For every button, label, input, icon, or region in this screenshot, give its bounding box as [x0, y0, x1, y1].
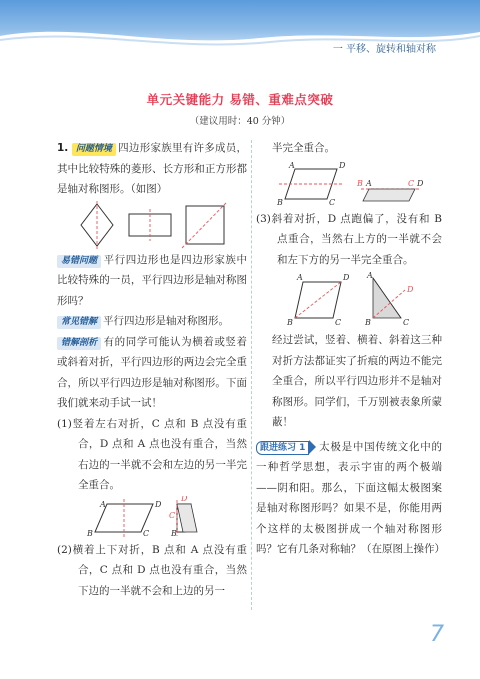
time-tip: （建议用时：40 分钟） [189, 116, 291, 127]
svg-text:A: A [297, 273, 303, 282]
svg-text:A: A [367, 271, 373, 280]
svg-text:A: A [366, 178, 372, 188]
page-number: 7 [430, 622, 444, 647]
svg-text:D: D [339, 160, 346, 170]
q1-question: 易错问题 平行四边形也是四边形家族中比较特殊的一员，平行四边形是轴对称图形吗？ [57, 253, 247, 307]
step-2-cont: 半完全重合。 [272, 142, 335, 154]
q1-wrong: 常见错解 平行四边形是轴对称图形。 [57, 311, 247, 332]
svg-text:C: C [408, 178, 415, 188]
svg-text:D: D [407, 285, 414, 294]
svg-text:D: D [155, 499, 162, 509]
svg-text:C: C [335, 318, 342, 327]
q1-analysis: 错解剖析 有的同学可能认为横着或竖着或斜着对折，平行四边形的两边会完全重合，所以平行四边形是轴对称图形。下面我们就来动手试一试！ [57, 335, 247, 409]
vertical-fold-figure [77, 496, 227, 540]
right-column [256, 138, 445, 560]
svg-text:D: D [181, 495, 188, 503]
chapter-title: 一 平移、旋转和轴对称 [332, 44, 436, 55]
svg-text:D: D [417, 178, 424, 188]
svg-text:C: C [169, 510, 176, 520]
q1-number: 1. [57, 142, 69, 154]
practice-1: 跟进练习 1 太极是中国传统文化中的一种哲学思想，表示宇宙的两个极端——阴和阳。那么，下面这幅太极图案是轴对称图形吗？如果不是，你能用两个这样的太极图拼成一个轴对称图形吗？它有几条对称轴？（在原图上操作） [256, 440, 445, 555]
rhombus-figure [81, 201, 113, 249]
tag-wrong: 常见错解 [57, 316, 101, 329]
q1-conclusion: 经过尝试，竖着、横着、斜着这三种对折方法都证实了折痕的两边不能完全重合，所以平行四边形并不是轴对称图形。同学们，千万别被表象所蒙蔽！ [272, 334, 442, 428]
rectangle-figure [129, 209, 171, 241]
svg-text:B: B [287, 318, 293, 327]
left-column [57, 138, 247, 601]
horizontal-fold-figure [269, 159, 429, 209]
tag-context: 问题情境 [72, 143, 116, 156]
step-3: (3)斜着对折，D 点跑偏了，没有和 B 点重合，当然右上方的一半就不会和左下方的另一半完全重合。 [256, 212, 442, 266]
svg-text:B: B [365, 318, 371, 327]
svg-text:C: C [143, 528, 150, 538]
practice-tag: 跟进练习 1 [256, 441, 309, 455]
step-2: (2)横着上下对折，B 点和 A 点没有重合，C 点和 D 点也没有重合，当然下边的一半就不会和上边的另一 [57, 543, 247, 597]
tag-analysis: 错解剖析 [57, 337, 101, 350]
step-1: (1)竖着左右对折，C 点和 B 点没有重合，D 点和 A 点也没有重合，当然右边的一半就不会和左边的另一半完全重合。 [57, 417, 247, 491]
unit-title: 单元关键能力 易错、重难点突破 [146, 92, 334, 107]
tag-question: 易错问题 [57, 255, 101, 268]
svg-text:B: B [357, 178, 363, 188]
svg-text:A: A [100, 499, 106, 509]
quadrilateral-figures [77, 200, 227, 250]
svg-text:B: B [87, 528, 93, 538]
diagonal-fold-figure [269, 270, 429, 330]
svg-text:A: A [289, 160, 295, 170]
practice-arrow-icon [309, 440, 316, 454]
svg-text:D: D [343, 273, 350, 282]
svg-text:B: B [171, 528, 177, 538]
square-figure [182, 202, 227, 248]
column-divider [251, 140, 252, 610]
svg-text:C: C [403, 318, 410, 327]
svg-text:C: C [329, 197, 336, 207]
svg-text:B: B [277, 197, 283, 207]
q1-context: 1. 问题情境 四边形家族里有许多成员，其中比较特殊的菱形、长方形和正方形都是轴对称图形。（如图） [57, 142, 248, 195]
